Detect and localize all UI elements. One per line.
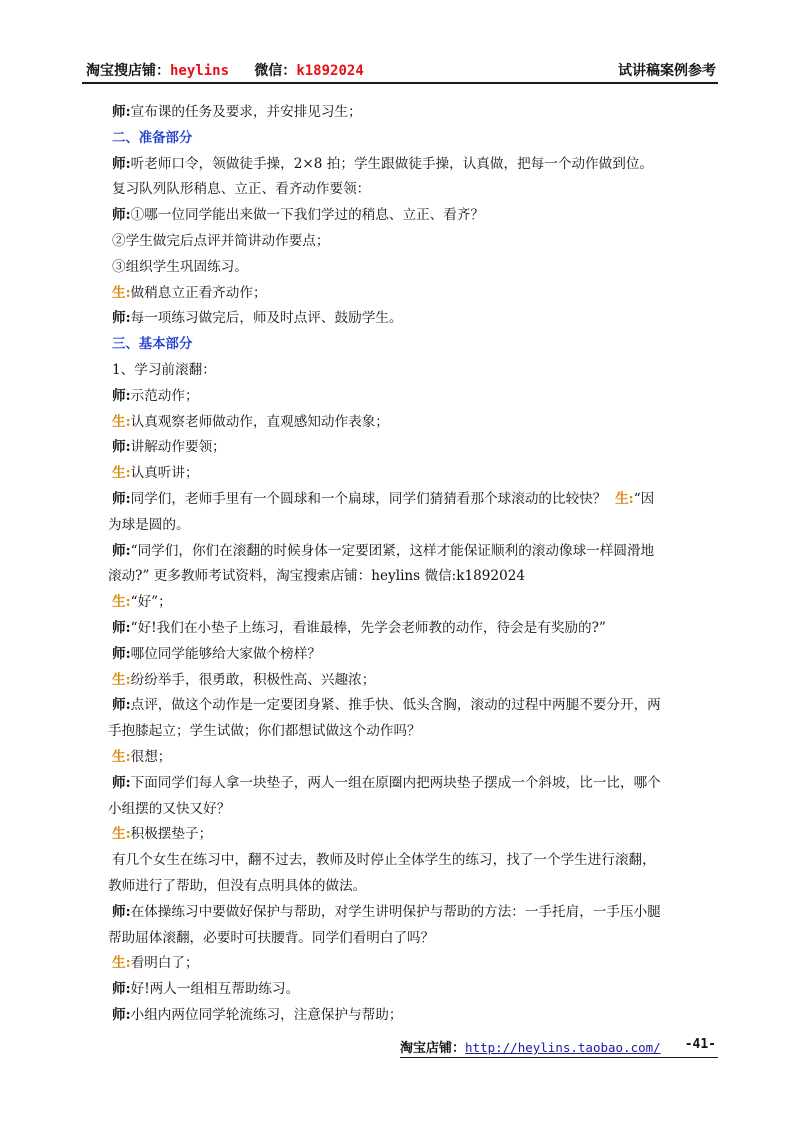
line-text: 示范动作； — [130, 387, 199, 404]
role-teacher: 师: — [112, 207, 131, 224]
paragraph-3-continuation: 手抱膝起立；学生试做；你们都想试做这个动作吗？ — [108, 723, 421, 740]
line-text: 每一项练习做完后，师及时点评、鼓励学生。 — [130, 310, 403, 327]
paragraph-text: “同学们，你们在滚翻的时候身体一定要团紧，这样才能保证顺利的滚动像球一样圆滑地 — [130, 542, 655, 559]
role-student: 生: — [112, 284, 131, 301]
paragraph-3 — [112, 693, 712, 719]
section-heading: 二、准备部分 — [112, 130, 193, 146]
line-text: “好!我们在小垫子上练习，看谁最棒，先学会老师教的动作，待会是有奖励的?” — [130, 619, 606, 636]
line-text: 宣布课的任务及要求，并安排见习生； — [130, 104, 362, 120]
role-student: 生: — [112, 826, 131, 843]
role-teacher: 师: — [112, 387, 131, 404]
paragraph-text: “因 — [633, 490, 655, 507]
role-teacher: 师: — [112, 619, 131, 636]
line-text: 哪位同学能够给大家做个榜样？ — [130, 645, 321, 662]
role-teacher: 师: — [112, 155, 131, 172]
line-text: ③组织学生巩固练习。 — [112, 258, 248, 275]
line-text: 好!两人一组相互帮助练习。 — [130, 981, 300, 998]
line-text: 积极摆垫子； — [130, 826, 213, 843]
text-line — [112, 203, 712, 229]
page-header — [82, 56, 718, 84]
lines-block-5 — [112, 951, 712, 1028]
paragraph-1 — [112, 487, 712, 513]
line-text: 看明白了； — [130, 955, 199, 972]
header-shop-info — [86, 60, 364, 80]
paragraph-text: 点评，做这个动作是一定要团身紧、推手快、低头含胸，滚动的过程中两腿不要分开，两 — [130, 697, 661, 714]
text-line — [112, 642, 712, 668]
text-line — [112, 281, 712, 307]
line-text: “好”； — [130, 594, 172, 611]
text-line — [112, 306, 712, 332]
paragraph-5: 有几个女生在练习中，翻不过去，教师及时停止全体学生的练习，找了一个学生进行滚翻， — [112, 852, 656, 869]
line-text: 1、学习前滚翻： — [112, 361, 216, 378]
line-text: 认真观察老师做动作，直观感知动作表象； — [130, 413, 389, 430]
lines-block-3 — [112, 745, 712, 771]
role-student: 生: — [112, 955, 131, 972]
line-text: 纷纷举手，很勇敢，积极性高、兴趣浓； — [130, 671, 376, 688]
section-heading: 三、基本部分 — [112, 337, 193, 353]
line-text: ②学生做完后点评并简讲动作要点； — [112, 232, 330, 249]
paragraph-text: 同学们，老师手里有一个圆球和一个扁球，同学们猜猜看那个球滚动的比较快？ — [130, 490, 607, 507]
text-line — [112, 1003, 712, 1029]
text-line — [112, 668, 712, 694]
role-student: 生: — [112, 671, 131, 688]
role-teacher: 师: — [112, 439, 131, 456]
text-line — [112, 332, 712, 358]
line-text: 做稍息立正看齐动作； — [130, 284, 267, 301]
text-line — [112, 255, 712, 281]
line-text: ①哪一位同学能出来做一下我们学过的稍息、立正、看齐？ — [130, 207, 485, 224]
text-line — [112, 977, 712, 1003]
role-student: 生: — [112, 748, 131, 765]
role-teacher: 师: — [112, 542, 131, 559]
text-line — [112, 126, 712, 152]
line-text: 小组内两位同学轮流练习，注意保护与帮助； — [130, 1006, 403, 1023]
role-student: 生: — [112, 413, 131, 430]
text-line — [112, 410, 712, 436]
text-line — [112, 616, 712, 642]
page-number: -41- — [684, 1037, 716, 1052]
paragraph-1-continuation: 为球是圆的。 — [108, 516, 190, 533]
header-shop-label: 淘宝搜店铺： — [86, 63, 170, 79]
role-teacher: 师: — [112, 697, 131, 714]
text-line — [112, 435, 712, 461]
role-teacher: 师: — [112, 490, 131, 507]
header-shop-name: heylins — [170, 63, 230, 79]
paragraph-2 — [112, 539, 712, 565]
lines-block-1 — [112, 100, 712, 487]
role-teacher: 师: — [112, 774, 131, 791]
paragraph-text: 下面同学们每人拿一块垫子，两人一组在原圈内把两块垫子摆成一个斜坡，比一比，哪个 — [130, 774, 661, 791]
header-wechat-label: 微信： — [254, 63, 297, 79]
text-line — [112, 590, 712, 616]
role-teacher: 师: — [112, 310, 131, 327]
role-teacher: 师: — [112, 104, 131, 120]
role-student: 生: — [112, 465, 131, 482]
paragraph-5-continuation: 教师进行了帮助，但没有点明具体的做法。 — [108, 877, 367, 894]
role-teacher: 师: — [112, 903, 131, 920]
line-text: 讲解动作要领； — [130, 439, 226, 456]
role-teacher: 师: — [112, 1006, 131, 1023]
footer-shop-label: 淘宝店铺： — [400, 1041, 466, 1056]
page-footer — [400, 1037, 718, 1058]
line-text: 听老师口令，领做徒手操，2×8 拍；学生跟做徒手操，认真做，把每一个动作做到位。 — [130, 155, 654, 172]
paragraph-4-continuation: 小组摆的又快又好？ — [108, 800, 231, 817]
text-line — [112, 384, 712, 410]
line-text: 复习队列队形稍息、立正、看齐动作要领： — [112, 181, 371, 198]
header-wechat-id: k1892024 — [296, 63, 364, 79]
role-student: 生: — [615, 490, 634, 507]
footer-shop-link[interactable]: http://heylins.taobao.com/ — [465, 1040, 661, 1055]
paragraph-2-continuation: 滚动?” 更多教师考试资料，淘宝搜索店铺：heylins 微信:k1892024 — [108, 568, 526, 585]
role-teacher: 师: — [112, 981, 131, 998]
text-line — [112, 461, 712, 487]
line-text: 认真听讲； — [130, 465, 199, 482]
lines-block-4 — [112, 822, 712, 848]
paragraph-4 — [112, 771, 712, 797]
text-line — [112, 177, 712, 203]
text-line — [112, 358, 712, 384]
text-line — [112, 152, 712, 178]
paragraph-6-continuation: 帮助屈体滚翻，必要时可扶腰背。同学们看明白了吗？ — [108, 929, 435, 946]
lines-block-2 — [112, 590, 712, 693]
line-text: 很想； — [130, 748, 172, 765]
role-student: 生: — [112, 594, 131, 611]
text-line — [112, 100, 712, 126]
text-line — [112, 745, 712, 771]
header-title: 试讲稿案例参考 — [618, 63, 716, 79]
role-teacher: 师: — [112, 645, 131, 662]
text-line — [112, 822, 712, 848]
text-line — [112, 229, 712, 255]
text-line — [112, 951, 712, 977]
paragraph-6 — [112, 900, 712, 926]
paragraph-text: 在体操练习中要做好保护与帮助，对学生讲明保护与帮助的方法：一手托肩，一手压小腿 — [130, 903, 661, 920]
document-body — [108, 100, 712, 1029]
